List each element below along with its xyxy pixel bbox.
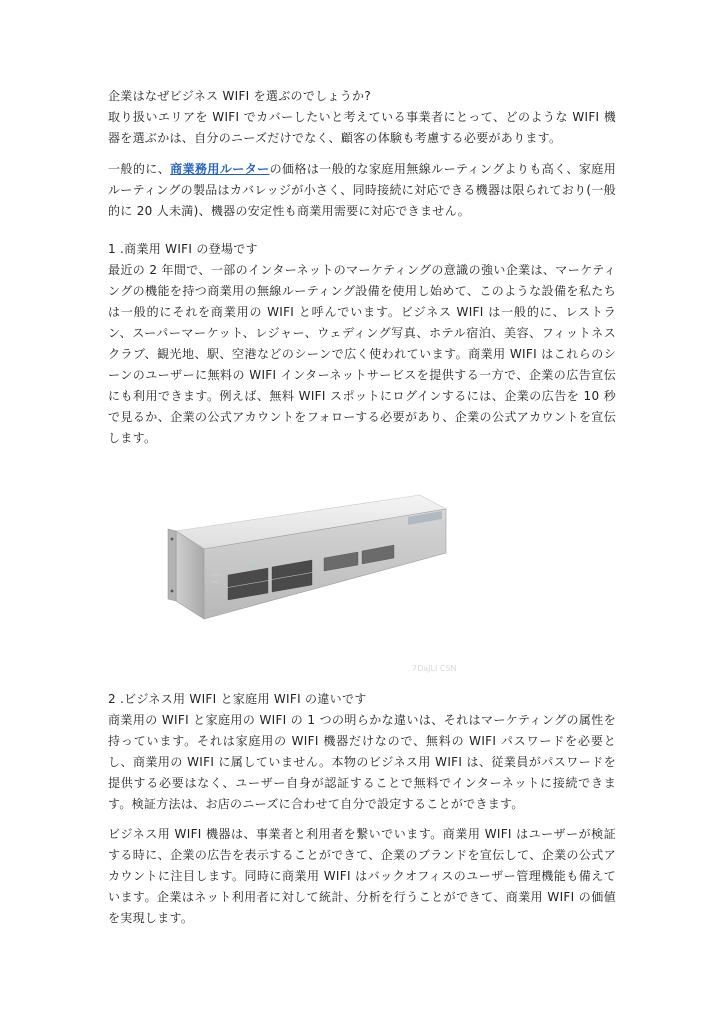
- section-1-heading: 1 .商業用 WIFI の登場です: [108, 242, 258, 256]
- intro-section: [108, 86, 616, 149]
- image-watermark: 7DaJLI CSN: [412, 664, 457, 673]
- price-paragraph-text: [108, 159, 616, 222]
- section-1: [108, 239, 616, 449]
- business-router-link[interactable]: 商業務用ルーター: [170, 162, 270, 176]
- closing-body: ビジネス用 WIFI 機器は、事業者と利用者を繋いでいます。商業用 WIFI はユーザーが検証する時に、企業の広告を表示することができて、企業のブランドを宣伝して、企業の公式アカウントに注目します。同時に商業用 WIFI はバックオフィスのユーザー管理機能も備えています。企業はネット利用者に対して統計、分析を行うことができて、商業用 WIFI の価値を実現します。: [108, 827, 616, 925]
- intro-heading: 企業はなぜビジネス WIFI を選ぶのでしょうか?: [108, 89, 371, 103]
- closing-paragraph: [108, 824, 616, 929]
- intro-body: 取り扱いエリアを WIFI でカバーしたいと考えている事業者にとって、どのような WIFI 機器を選ぶかは、自分のニーズだけでなく、顧客の体験も考慮する必要があります。: [108, 110, 616, 145]
- section-2: [108, 689, 616, 815]
- section-1-body: 最近の 2 年間で、一部のインターネットのマーケティングの意識の強い企業は、マーケティングの機能を持つ商業用の無線ルーティング設備を使用し始めて、このような設備を私たちは一般的にそれを商業用の WIFI と呼んでいます。ビジネス WIFI は一般的に、レストラン、スーパーマーケット、レジャー、ウェディング写真、ホテル宿泊、美容、フィットネスクラブ、観光地、駅、空港などのシーンで広く使われています。商業用 WIFI はこれらのシーンのユーザーに無料の WIFI インターネットサービスを提供する一方で、企業の広告宣伝にも利用できます。例えば、無料 WIFI スポットにログインするには、企業の広告を 10 秒で見るか、企業の公式アカウントをフォローする必要があり、企業の公式アカウントを宣伝します。: [108, 263, 616, 445]
- rack-router-icon: [108, 465, 508, 625]
- price-paragraph: [108, 159, 616, 222]
- section-2-heading: 2 .ビジネス用 WIFI と家庭用 WIFI の違いです: [108, 692, 367, 706]
- price-prefix: 一般的に、: [108, 162, 171, 176]
- section-2-body: 商業用の WIFI と家庭用の WIFI の 1 つの明らかな違いは、それはマーケティングの属性を持っています。それは家庭用の WIFI 機器だけなので、無料の WIFI パスワードを必要とし、商業用の WIFI に属していません。本物のビジネス用 WIFI は、従業員がパスワードを提供する必要はなく、ユーザー自身が認証することで無料でインターネットに接続できます。検証方法は、お店のニーズに合わせて自分で設定することができます。: [108, 713, 616, 811]
- price-suffix: の価格は一般的な家庭用無線ルーティングよりも高く、家庭用ルーティングの製品はカバレッジが小さく、同時接続に対応できる機器は限られており(一般的に 20 人未満)、機器の安定性も商業用需要に対応できません。: [108, 162, 616, 218]
